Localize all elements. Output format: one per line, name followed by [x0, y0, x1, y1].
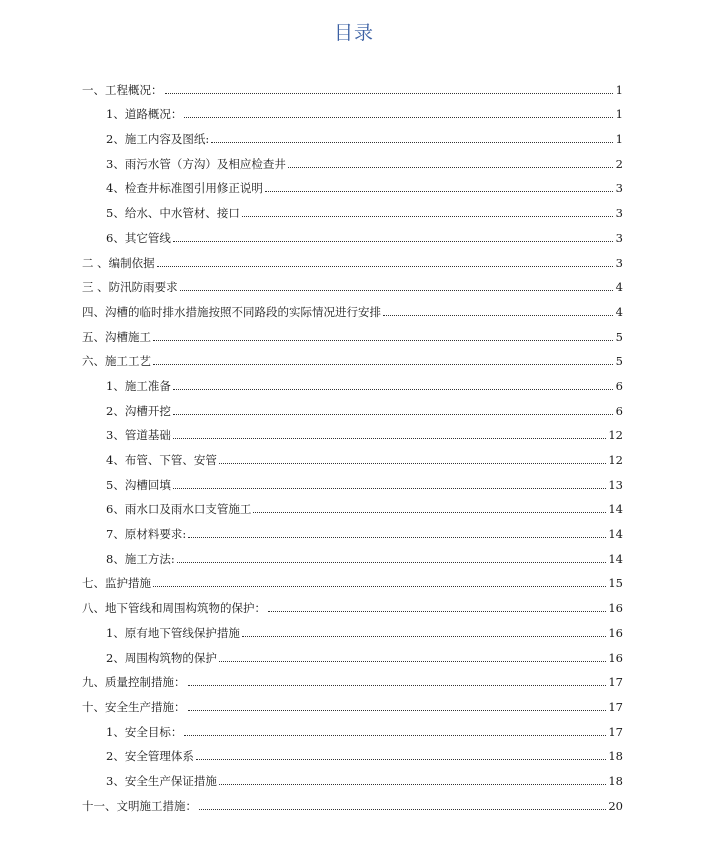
toc-entry[interactable]	[82, 442, 623, 467]
toc-entry-label: 6、雨水口及雨水口支管施工	[106, 502, 252, 517]
toc-entry[interactable]	[82, 714, 623, 739]
toc-entry[interactable]	[82, 640, 623, 665]
toc-entry[interactable]	[82, 97, 623, 122]
toc-entry[interactable]	[82, 492, 623, 517]
toc-dot-leader	[188, 537, 606, 538]
toc-entry[interactable]	[82, 541, 623, 566]
toc-entry[interactable]	[82, 171, 623, 196]
toc-entry-label: 九、质量控制措施：	[82, 675, 186, 690]
toc-entry-page-number: 17	[608, 675, 623, 690]
toc-entry[interactable]	[82, 763, 623, 788]
toc-entry-page-number: 20	[608, 798, 623, 813]
toc-dot-leader	[199, 809, 606, 810]
toc-entry[interactable]	[82, 72, 623, 97]
toc-dot-leader	[165, 93, 614, 94]
toc-dot-leader	[184, 735, 606, 736]
toc-dot-leader	[184, 117, 613, 118]
toc-dot-leader	[180, 290, 613, 291]
toc-entry[interactable]	[82, 516, 623, 541]
toc-entry-label: 六、施工工艺	[82, 354, 151, 369]
toc-entry-label: 2、施工内容及图纸:	[106, 132, 210, 147]
toc-entry-page-number: 2	[615, 156, 623, 171]
toc-entry[interactable]	[82, 393, 623, 418]
toc-entry-label: 2、沟槽开挖	[106, 403, 171, 418]
toc-entry[interactable]	[82, 220, 623, 245]
toc-entry-page-number: 15	[608, 576, 623, 591]
toc-entry-label: 8、施工方法:	[106, 551, 175, 566]
toc-entry[interactable]	[82, 418, 623, 443]
toc-entry-label: 一、工程概况：	[82, 82, 163, 97]
toc-entry-label: 1、施工准备	[106, 378, 171, 393]
toc-entry[interactable]	[82, 245, 623, 270]
toc-dot-leader	[253, 512, 606, 513]
toc-entry-label: 八、地下管线和周围构筑物的保护：	[82, 601, 266, 616]
toc-dot-leader	[153, 340, 613, 341]
toc-entry[interactable]	[82, 467, 623, 492]
toc-dot-leader	[173, 389, 613, 390]
toc-entry-page-number: 1	[615, 107, 623, 122]
toc-entry-label: 3、雨污水管（方沟）及相应检查井	[106, 156, 286, 171]
toc-dot-leader	[196, 759, 607, 760]
toc-entry[interactable]	[82, 615, 623, 640]
toc-entry[interactable]	[82, 294, 623, 319]
toc-entry-page-number: 3	[615, 255, 623, 270]
toc-entry-label: 1、道路概况：	[106, 107, 183, 122]
toc-entry[interactable]	[82, 319, 623, 344]
toc-entry-label: 3、安全生产保证措施	[106, 773, 217, 788]
toc-dot-leader	[219, 784, 607, 785]
toc-entry[interactable]	[82, 590, 623, 615]
toc-entry-label: 十一、文明施工措施：	[82, 798, 197, 813]
toc-entry-label: 四、沟槽的临时排水措施按照不同路段的实际情况进行安排	[82, 304, 381, 319]
toc-entry-label: 1、安全目标：	[106, 724, 183, 739]
toc-dot-leader	[383, 315, 613, 316]
toc-entry-label: 7、原材料要求:	[106, 527, 187, 542]
toc-entry-label: 5、给水、中水管材、接口	[106, 206, 240, 221]
toc-entry-page-number: 3	[615, 230, 623, 245]
toc-entry-label: 1、原有地下管线保护措施	[106, 625, 240, 640]
toc-entry-label: 3、管道基础	[106, 428, 171, 443]
toc-entry-page-number: 14	[608, 502, 623, 517]
toc-dot-leader	[153, 364, 613, 365]
toc-entry-page-number: 16	[608, 650, 623, 665]
toc-entry[interactable]	[82, 121, 623, 146]
toc-entry[interactable]	[82, 566, 623, 591]
toc-dot-leader	[288, 167, 613, 168]
toc-dot-leader	[173, 488, 607, 489]
toc-entry-page-number: 5	[615, 354, 623, 369]
toc-entry[interactable]	[82, 344, 623, 369]
toc-entry[interactable]	[82, 270, 623, 295]
toc-dot-leader	[211, 142, 613, 143]
toc-dot-leader	[173, 438, 607, 439]
toc-entry-page-number: 17	[608, 699, 623, 714]
toc-entry[interactable]	[82, 788, 623, 813]
toc-entry-page-number: 14	[608, 527, 623, 542]
toc-entry-page-number: 18	[608, 773, 623, 788]
toc-entry[interactable]	[82, 739, 623, 764]
toc-dot-leader	[173, 241, 613, 242]
toc-dot-leader	[219, 661, 607, 662]
toc-entry-page-number: 17	[608, 724, 623, 739]
toc-entry-label: 十、安全生产措施：	[82, 699, 186, 714]
toc-entry-label: 4、布管、下管、安管	[106, 453, 217, 467]
toc-entry-page-number: 5	[615, 329, 623, 344]
toc-entry[interactable]	[82, 195, 623, 220]
toc-entry-label: 2、周围构筑物的保护	[106, 650, 217, 665]
toc-entry-page-number: 18	[608, 749, 623, 764]
toc-dot-leader	[188, 685, 607, 686]
toc-entry-page-number: 3	[615, 206, 623, 221]
toc-dot-leader	[188, 710, 607, 711]
toc-entry-page-number: 4	[615, 304, 623, 319]
toc-dot-leader	[242, 216, 613, 217]
toc-entry-page-number: 6	[615, 403, 623, 418]
toc-entry[interactable]	[82, 689, 623, 714]
toc-entry-page-number: 1	[615, 82, 623, 97]
toc-entry-page-number: 4	[615, 280, 623, 295]
toc-entry-label: 三 、防汛防雨要求	[82, 280, 178, 295]
toc-entry-page-number: 13	[608, 477, 623, 492]
toc-entry-label: 二 、编制依据	[82, 255, 155, 270]
toc-entry-label: 七、监护措施	[82, 576, 151, 591]
toc-entry-page-number: 3	[615, 181, 623, 196]
toc-entry-label: 2、安全管理体系	[106, 749, 194, 764]
toc-entry[interactable]	[82, 146, 623, 171]
toc-entry[interactable]	[82, 368, 623, 393]
toc-entry-page-number: 16	[608, 625, 623, 640]
toc-dot-leader	[153, 586, 606, 587]
toc-dot-leader	[157, 266, 613, 267]
toc-entry-page-number: 16	[608, 601, 623, 616]
toc-entry-page-number: 6	[615, 378, 623, 393]
toc-dot-leader	[268, 611, 606, 612]
toc-entry-page-number: 12	[608, 453, 623, 467]
toc-entry[interactable]	[82, 665, 623, 690]
toc-dot-leader	[265, 191, 613, 192]
toc-dot-leader	[242, 636, 607, 637]
page-title: 目录	[333, 22, 374, 44]
toc-entry-label: 五、沟槽施工	[82, 329, 151, 344]
toc-dot-leader	[173, 414, 613, 415]
toc-entry-page-number: 14	[608, 551, 623, 566]
table-of-contents	[82, 72, 623, 813]
toc-entry-label: 6、其它管线	[106, 230, 171, 245]
toc-entry-page-number: 1	[615, 132, 623, 147]
toc-dot-leader	[177, 562, 607, 563]
toc-entry-label: 5、沟槽回填	[106, 477, 171, 492]
toc-entry-label: 4、检查井标准图引用修正说明	[106, 181, 263, 196]
toc-dot-leader	[219, 463, 607, 464]
toc-entry-page-number: 12	[608, 428, 623, 443]
